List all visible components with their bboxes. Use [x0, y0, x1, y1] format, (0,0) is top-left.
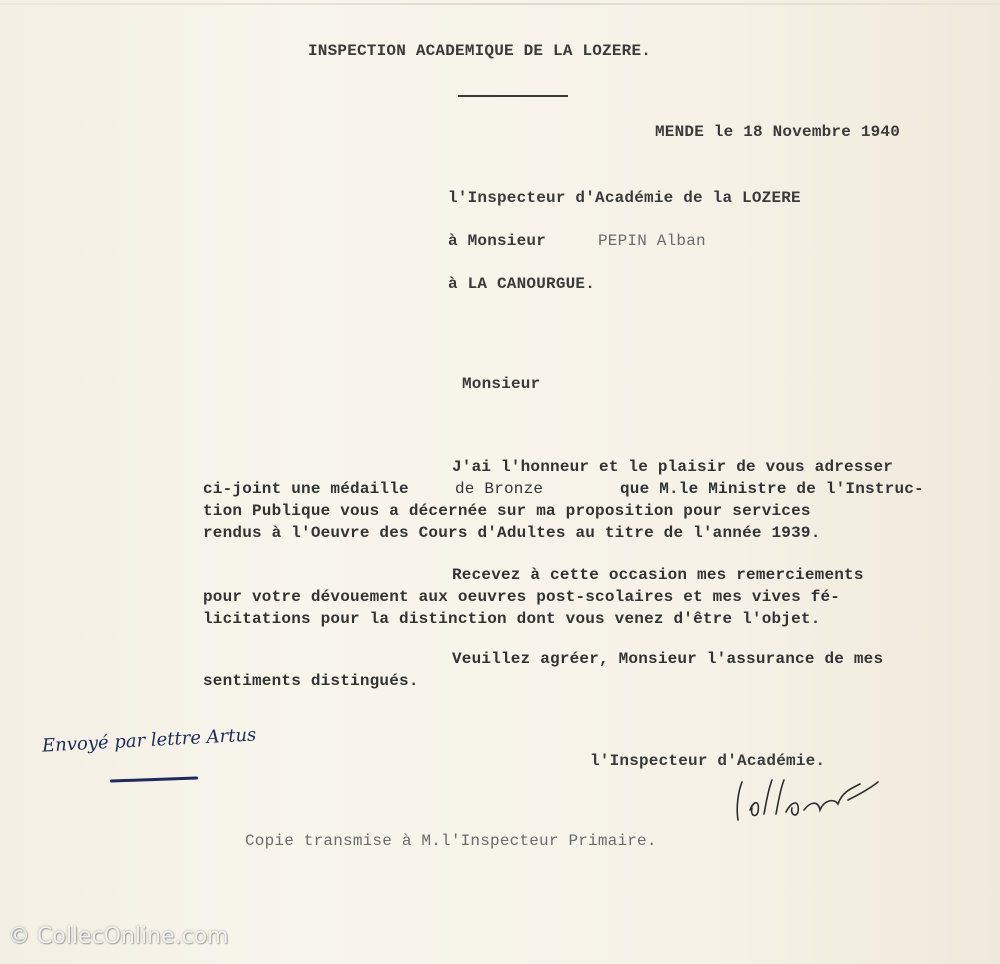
paper-top-edge: [0, 3, 1000, 5]
copy-note: Copie transmise à M.l'Inspecteur Primaire.: [245, 832, 657, 850]
handwritten-note: Envoyé par lettre Artus: [41, 724, 257, 757]
paragraph-1-line-2a: ci-joint une médaille: [203, 480, 409, 498]
paragraph-3-line-1: Veuillez agréer, Monsieur l'assurance de mes: [452, 650, 884, 668]
paragraph-1-line-3: tion Publique vous a décernée sur ma proposition pour services: [203, 502, 811, 520]
paragraph-3-line-2: sentiments distingués.: [203, 672, 419, 690]
header-divider: [458, 95, 568, 97]
closing: l'Inspecteur d'Académie.: [590, 752, 826, 770]
paragraph-1-line-1: J'ai l'honneur et le plaisir de vous adresser: [452, 458, 894, 476]
paragraph-1-line-2b: que M.le Ministre de l'Instruc-: [620, 480, 924, 498]
letter-date: MENDE le 18 Novembre 1940: [655, 123, 901, 141]
letter-header: INSPECTION ACADEMIQUE DE LA LOZERE.: [308, 42, 652, 60]
handwritten-underline: [110, 776, 198, 782]
signature-icon: [728, 770, 908, 830]
recipient-prefix: à Monsieur: [448, 232, 547, 250]
sender-line: l'Inspecteur d'Académie de la LOZERE: [448, 189, 801, 207]
paragraph-2-line-1: Recevez à cette occasion mes remerciements: [452, 566, 864, 584]
salutation: Monsieur: [462, 375, 541, 393]
recipient-place: à LA CANOURGUE.: [448, 275, 596, 293]
recipient-name: PEPIN Alban: [598, 232, 706, 250]
paragraph-1-line-4: rendus à l'Oeuvre des Cours d'Adultes au titre de l'année 1939.: [203, 524, 821, 542]
medal-type: de Bronze: [455, 480, 544, 498]
paragraph-2-line-3: licitations pour la distinction dont vous venez d'être l'objet.: [203, 610, 821, 628]
paragraph-2-line-2: pour votre dévouement aux oeuvres post-scolaires et mes vives fé-: [203, 588, 841, 606]
watermark: © CollecOnline.com: [8, 924, 229, 949]
